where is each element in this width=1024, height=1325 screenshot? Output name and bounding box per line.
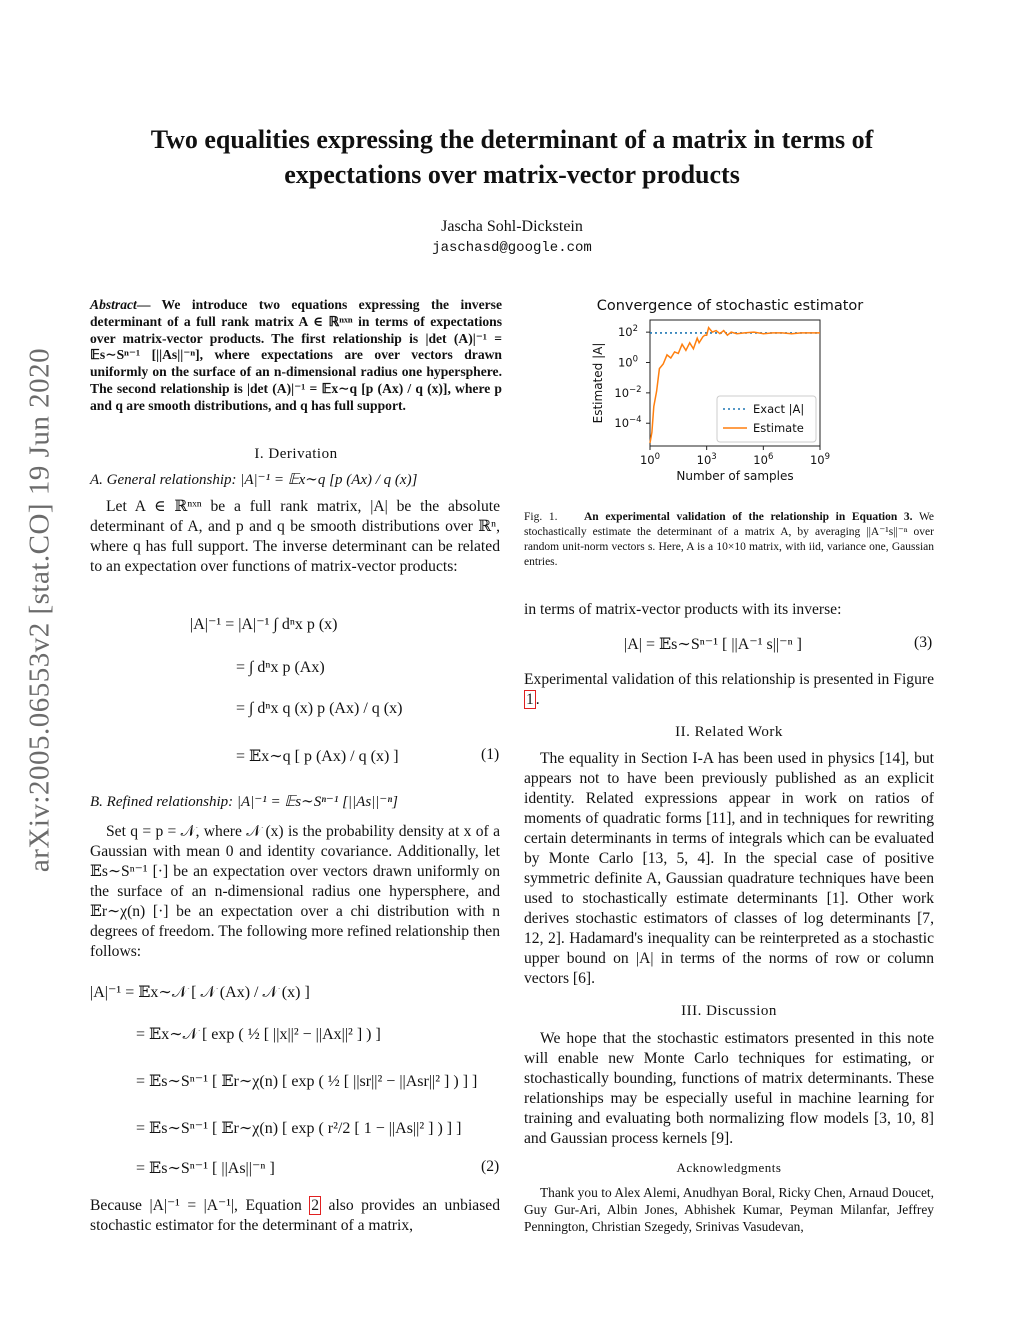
convergence-chart <box>580 292 880 492</box>
arxiv-sidebar-stamp <box>10 230 70 990</box>
abstract <box>90 297 502 415</box>
equation-1-number: (1) <box>481 746 500 763</box>
author-email: jaschasd@google.com <box>432 240 592 256</box>
caption-text: We stochastically estimate the determinant of a matrix A, by averaging ||A⁻¹s||⁻ⁿ over random unit-norm vectors s. Here, A is a 10×10 matrix, with iid, variance one, Gaussian entries. <box>524 511 934 568</box>
because-text-b: also provides an unbiased stochastic estimator for the determinant of a matrix, <box>90 1197 500 1234</box>
caption-label: Fig. 1. <box>524 511 558 523</box>
section-heading-discussion: III. Discussion <box>681 1003 777 1019</box>
abstract-label: Abstract <box>90 297 137 312</box>
title-line-2: expectations over matrix-vector products <box>284 160 740 189</box>
y-tick-label: $10^{-4}$ <box>614 415 642 431</box>
paragraph-discussion: We hope that the stochastic estimators presented in this note will enable new Monte Carlo techniques for estimating, or stochastically bounding, functions of matrix determinants. These relationships may be especially useful in machine learning for training and evaluating both normalizing flow models [3, 10, 8] and Gaussian process kernels [9]. <box>524 1030 934 1147</box>
equation-2-line-5: = 𝔼s∼Sⁿ⁻¹ [ ||As||⁻ⁿ ] <box>136 1160 275 1177</box>
equation-2-number: (2) <box>481 1158 500 1175</box>
legend-exact-label: Exact |A| <box>753 402 805 416</box>
paragraph-inverse: in terms of matrix-vector products with its inverse: <box>524 601 842 618</box>
paragraph-acknowledgments: Thank you to Alex Alemi, Anudhyan Boral, Ricky Chen, Arnaud Doucet, Guy Gur-Ari, Albin Jones, Abhishek Kumar, Peyman Milanfar, Jeffrey Pennington, Christian Szegedy, Srinivas Vasudevan, <box>524 1185 934 1234</box>
chart-title: Convergence of stochastic estimator <box>596 298 864 314</box>
paragraph-related-work: The equality in Section I-A has been used in physics [14], but appears not to have been previously published as an explicit identity. Related expressions appear in work on ratios of moments of quadratic forms [11], and in techniques for rewriting certain determinants in terms of integrals which can be evaluated by Monte Carlo [13, 5, 4]. In the special case of positive symmetric definite A, Gaussian quadrature techniques have been used to stochastically estimate determinants [1]. Other work derives stochastic estimators of classes of log determinants [7, 12, 2]. Hadamard's inequality can be reinterpreted as a stochastic upper bound on |A| in terms of the norms of row or column vectors [6]. <box>524 750 934 987</box>
caption-bold: An experimental validation of the relationship in Equation 3. <box>584 511 913 523</box>
y-axis-label: Estimated |A| <box>591 342 605 424</box>
equation-1-line-2: = ∫ dⁿx p (Ax) <box>236 659 325 676</box>
equation-1-line-3: = ∫ dⁿx q (x) p (Ax) / q (x) <box>236 700 403 717</box>
y-tick-label: $10^0$ <box>617 354 639 370</box>
y-tick-label: $10^{-2}$ <box>614 384 642 400</box>
title-line-1: Two equalities expressing the determinant of a matrix in terms of <box>150 125 874 154</box>
because-text-a: Because |A|⁻¹ = |A⁻¹|, Equation <box>90 1197 302 1214</box>
paragraph-refined: Set q = p = 𝒩, where 𝒩 (x) is the probability density at x of a Gaussian with mean 0 and identity covariance. Additionally, let 𝔼s∼Sⁿ⁻¹ [·] be an expectation over vectors drawn uniformly on the surface of an n-dimensional radius one hypersphere, and 𝔼r∼χ(n) [·] be an expectation over a chi distribution with n degrees of freedom. The following more refined relationship then follows: <box>90 823 500 960</box>
equation-1-line-1: |A|⁻¹ = |A|⁻¹ ∫ dⁿx p (x) <box>190 616 338 633</box>
equation-1-line-4: = 𝔼x∼q [ p (Ax) / q (x) ] <box>236 748 399 765</box>
equation-2-link[interactable]: 2 <box>311 1197 320 1214</box>
chart-legend <box>717 396 816 442</box>
section-heading-related-work: II. Related Work <box>675 724 783 740</box>
y-tick-label: $10^2$ <box>617 324 639 340</box>
x-tick-label: $10^6$ <box>753 452 774 467</box>
x-tick-label: $10^9$ <box>809 452 831 467</box>
equation-3-number: (3) <box>914 634 933 651</box>
section-heading-acknowledgments: Acknowledgments <box>676 1160 782 1175</box>
x-tick-label: $10^0$ <box>639 452 661 467</box>
abstract-text: — We introduce two equations expressing the inverse determinant of a full rank matrix A ∈ ℝⁿˣⁿ in terms of expectations over matrix-vector products. The first relationship is |det (A)|⁻¹ = 𝔼s∼Sⁿ⁻¹ [||As||⁻ⁿ], where expectations are over vectors drawn uniformly on the surface of an n-dimensional radius one hypersphere. The second relationship is |det (A)|⁻¹ = 𝔼x∼q [p (Ax) / q (x)], where p and q are smooth distributions, and q has full support. <box>90 297 502 413</box>
author-name: Jascha Sohl-Dickstein <box>441 218 583 235</box>
x-axis-label: Number of samples <box>676 469 794 483</box>
x-tick-label: $10^3$ <box>696 452 717 467</box>
legend-estimate-label: Estimate <box>753 421 804 435</box>
section-heading-derivation: I. Derivation <box>254 446 338 462</box>
paragraph-validation: Experimental validation of this relationship is presented in Figure 1 . <box>524 671 934 708</box>
figure-1-caption <box>524 510 934 570</box>
validation-text: Experimental validation of this relationship is presented in Figure <box>524 671 934 688</box>
paragraph-because <box>90 1196 500 1236</box>
equation-2-line-1: |A|⁻¹ = 𝔼x∼𝒩 [ 𝒩 (Ax) / 𝒩 (x) ] <box>90 984 310 1001</box>
equation-2-line-3: = 𝔼s∼Sⁿ⁻¹ [ 𝔼r∼χ(n) [ exp ( ½ [ ||sr||² − ||Asr||² ] ) ] ] <box>136 1073 478 1090</box>
paragraph-derivation: Let A ∈ ℝⁿˣⁿ be a full rank matrix, |A| be the absolute determinant of A, and p and q be smooth distributions over ℝⁿ, where q has full support. The inverse determinant can be related to an expectation over functions of matrix-vector products: <box>90 498 500 575</box>
subsection-refined: B. Refined relationship: |A|⁻¹ = 𝔼s∼Sⁿ⁻¹ [||As||⁻ⁿ] <box>90 794 398 810</box>
equation-2-line-2: = 𝔼x∼𝒩 [ exp ( ½ [ ||x||² − ||Ax||² ] ) ] <box>136 1026 381 1043</box>
equation-2-line-4: = 𝔼s∼Sⁿ⁻¹ [ 𝔼r∼χ(n) [ exp ( r²/2 [ 1 − ||As||² ] ) ] ] <box>136 1120 462 1137</box>
paper-title <box>90 122 934 192</box>
arxiv-id: arXiv:2005.06553v2 [stat.CO] 19 Jun 2020 <box>23 347 56 873</box>
subsection-general: A. General relationship: |A|⁻¹ = 𝔼x∼q [p (Ax) / q (x)] <box>90 472 418 488</box>
figure-1-link[interactable]: 1 <box>526 691 534 708</box>
equation-3: |A| = 𝔼s∼Sⁿ⁻¹ [ ||A⁻¹ s||⁻ⁿ ] <box>624 636 802 653</box>
